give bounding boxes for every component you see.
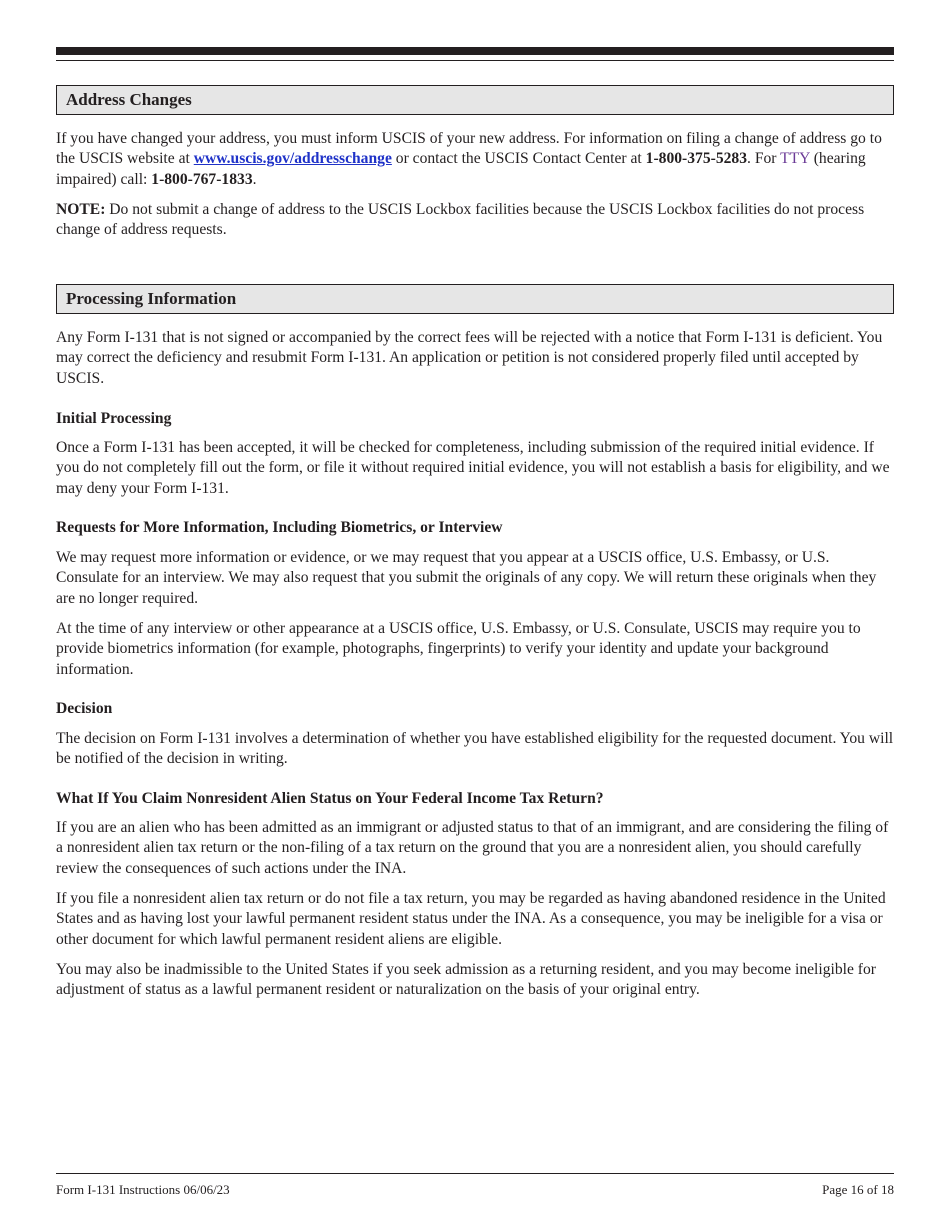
header-rule-thick (56, 47, 894, 55)
processing-intro-paragraph: Any Form I-131 that is not signed or accompanied by the correct fees will be rejected with a notice that Form I-131 is deficient. You may correct the deficiency and resubmit Form I-131. An application or petition is not considered properly filed until accepted by USCIS. (56, 329, 883, 387)
initial-processing-paragraph: Once a Form I-131 has been accepted, it will be checked for completeness, including submission of the required initial evidence. If you do not completely fill out the form, or file it without required initial evidence, you will not establish a basis for eligibility, and we may deny your Form I-131. (56, 439, 890, 497)
decision-heading: Decision (56, 700, 113, 717)
note-paragraph: NOTE: Do not submit a change of address to the USCIS Lockbox facilities because the USCIS Lockbox facilities do not process change of address requests. (56, 201, 865, 239)
note-label: NOTE: (56, 201, 106, 218)
nonresident-paragraph-3: You may also be inadmissible to the United States if you seek admission as a returning resident, and you may become ineligible for adjustment of status as a lawful permanent resident or naturalization on the basis of your original entry. (56, 961, 876, 999)
address-change-paragraph: If you have changed your address, you must inform USCIS of your new address. For information on filing a change of address go to the USCIS website at www.uscis.gov/addresschange or contact the USCIS Contact Center at 1-800-375-5283. For TTY (hearing impaired) call: 1-800-767-1833. (56, 130, 882, 188)
page-number: Page 16 of 18 (822, 1182, 894, 1197)
section-header-processing-information (56, 284, 894, 314)
header-rule-thin (56, 60, 894, 61)
tty-label: TTY (780, 150, 810, 168)
footer-form-info: Form I-131 Instructions 06/06/23 (56, 1182, 230, 1197)
requests-heading: Requests for More Information, Including Biometrics, or Interview (56, 519, 503, 536)
nonresident-heading: What If You Claim Nonresident Alien Status on Your Federal Income Tax Return? (56, 790, 604, 807)
nonresident-paragraph-1: If you are an alien who has been admitted as an immigrant or adjusted status to that of an immigrant, and are considering the filing of a nonresident alien tax return or the non-filing of a tax return on the ground that you are a nonresident alien, you should carefully review the consequences of such actions under the INA. (56, 819, 889, 877)
requests-paragraph-2: At the time of any interview or other appearance at a USCIS office, U.S. Embassy, or U.S. Consulate, USCIS may require you to provide biometrics information (for example, photographs, fingerprints) to verify your identity and update your background information. (56, 620, 861, 678)
nonresident-paragraph-2: If you file a nonresident alien tax return or do not file a tax return, you may be regarded as having abandoned residence in the United States and as having lost your lawful permanent resident status under the INA. As a consequence, you may be ineligible for a visa or other document for which lawful permanent resident aliens are eligible. (56, 890, 886, 948)
section-header-address-changes (56, 85, 894, 115)
requests-paragraph-1: We may request more information or evidence, or we may request that you appear at a USCIS office, U.S. Embassy, or U.S. Consulate for an interview. We may also request that you submit the originals of any copy. We will return these originals when they are no longer required. (56, 549, 877, 607)
contact-center-phone: 1-800-375-5283 (645, 150, 748, 168)
initial-processing-heading: Initial Processing (56, 410, 172, 427)
section-title: Address Changes (66, 90, 192, 109)
decision-paragraph: The decision on Form I-131 involves a determination of whether you have established eligibility for the requested document. You will be notified of the decision in writing. (56, 730, 894, 768)
section-title: Processing Information (66, 289, 237, 308)
tty-phone: 1-800-767-1833 (151, 170, 253, 188)
footer-rule (56, 1173, 894, 1174)
address-change-link[interactable]: www.uscis.gov/addresschange (193, 150, 392, 168)
